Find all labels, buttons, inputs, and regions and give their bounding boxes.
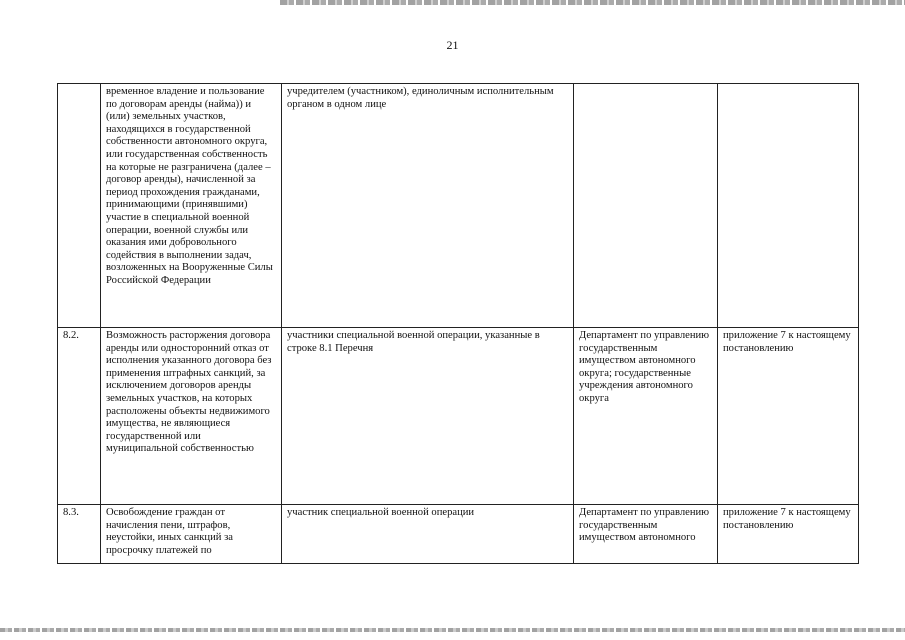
document-cell (718, 328, 859, 505)
measure-cell (101, 505, 282, 564)
authority-text: Департамент по управлению государственным имуществом автономного (579, 507, 710, 544)
measure-text: Освобождение граждан от начисления пени, штрафов, неустойки, иных санкций за просрочку платежей по (106, 507, 233, 556)
document-cell (718, 505, 859, 564)
table-row (58, 84, 859, 328)
recipients-text: учредителем (участником), единоличным исполнительным органом в одном лице (287, 86, 554, 110)
row-number-cell: 8.2. (58, 328, 101, 505)
recipients-text: участники специальной военной операции, указанные в строке 8.1 Перечня (287, 330, 540, 354)
scan-top-edge (280, 0, 905, 5)
measure-text: временное владение и пользование по договорам аренды (найма)) и (или) земельных участков, находящихся в государственной собственности автономного округа, или государственная собственность на которые не разграничена (далее – договор аренды), начисленной за период прохождения гражданами, принимающими (принявшими) участие в специальной военной операции, военной службы или оказания ими добровольного содействия в выполнении задач, возложенных на Вооруженные Силы Российской Федерации (106, 86, 273, 286)
row-number-cell (58, 84, 101, 328)
page-number: 21 (446, 38, 459, 52)
row-number-cell: 8.3. (58, 505, 101, 564)
authority-cell (574, 505, 718, 564)
authority-text: Департамент по управлению государственным имуществом автономного округа; государственные учреждения автономного округа (579, 330, 710, 404)
measure-cell (101, 84, 282, 328)
recipients-cell (282, 505, 574, 564)
table-row (58, 505, 859, 564)
measure-text: Возможность расторжения договора аренды или односторонний отказ от исполнения указанного договора без применения штрафных санкций, за исключением договоров аренды земельных участков, на которых расположены объекты недвижимого имущества, не являющиеся государственной или муниципальной собственностью (106, 330, 272, 455)
table-row (58, 328, 859, 505)
document-text: приложение 7 к настоящему постановлению (723, 330, 851, 354)
scan-bottom-edge (0, 628, 905, 632)
document-cell (718, 84, 859, 328)
authority-cell (574, 84, 718, 328)
measures-table (57, 83, 859, 564)
measure-cell (101, 328, 282, 505)
document-text: приложение 7 к настоящему постановлению (723, 507, 851, 531)
recipients-cell (282, 328, 574, 505)
recipients-cell (282, 84, 574, 328)
recipients-text: участник специальной военной операции (287, 507, 475, 518)
authority-cell (574, 328, 718, 505)
